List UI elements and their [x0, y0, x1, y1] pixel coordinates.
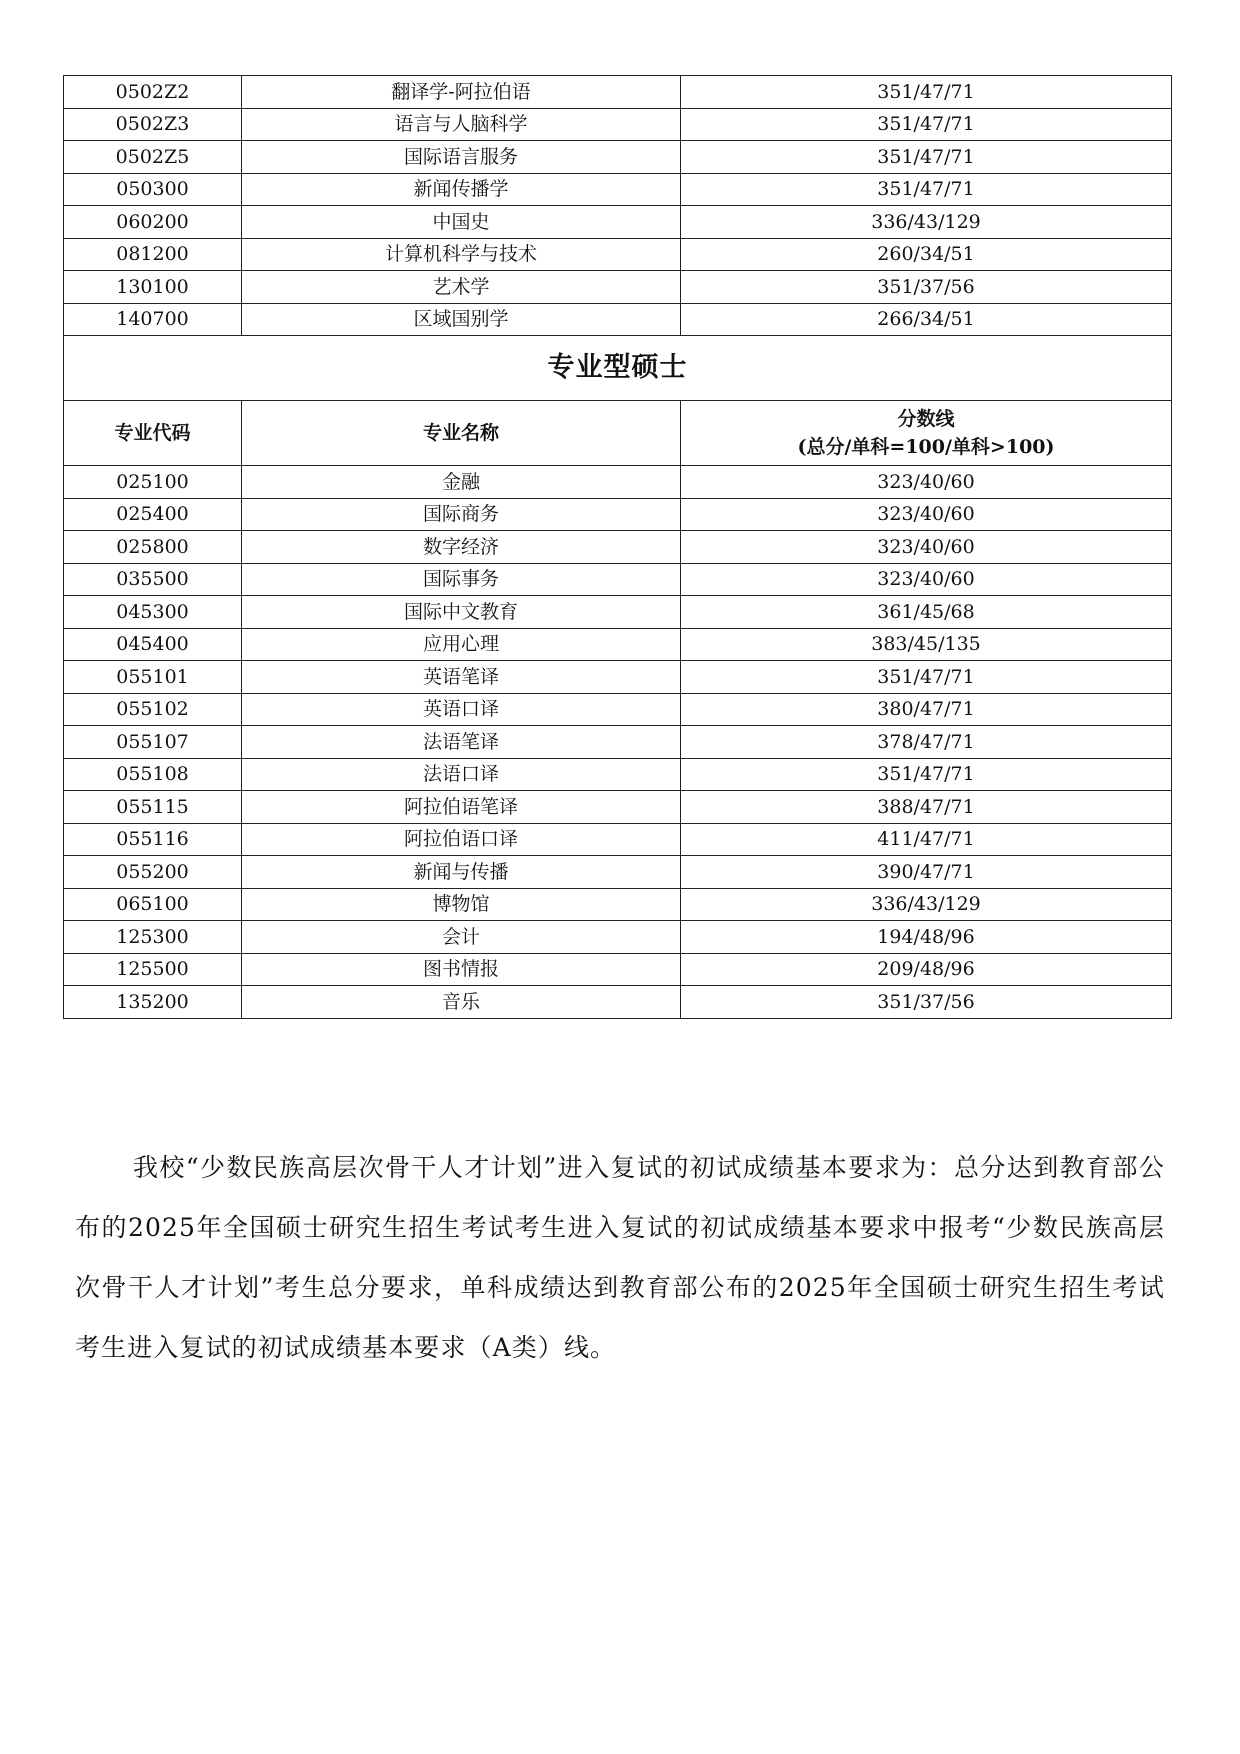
table-header-row [64, 401, 1172, 466]
major-name: 博物馆 [242, 888, 681, 921]
major-code: 081200 [64, 238, 242, 271]
section-title-row [64, 336, 1172, 401]
table-row [64, 238, 1172, 271]
header-name: 专业名称 [242, 401, 681, 466]
score-line: 323/40/60 [681, 531, 1172, 564]
score-line: 351/37/56 [681, 986, 1172, 1019]
major-name: 中国史 [242, 206, 681, 239]
header-score-subtitle: (总分/单科=100/单科>100) [797, 436, 1055, 458]
major-code: 055107 [64, 726, 242, 759]
major-name: 新闻传播学 [242, 173, 681, 206]
major-name: 英语口译 [242, 693, 681, 726]
table-row [64, 531, 1172, 564]
table-row [64, 661, 1172, 694]
major-code: 045400 [64, 628, 242, 661]
section-title: 专业型硕士 [64, 336, 1172, 401]
score-line: 383/45/135 [681, 628, 1172, 661]
major-name: 国际中文教育 [242, 596, 681, 629]
table-row [64, 726, 1172, 759]
score-line: 351/47/71 [681, 76, 1172, 109]
score-line: 336/43/129 [681, 888, 1172, 921]
major-code: 025800 [64, 531, 242, 564]
score-line: 351/47/71 [681, 758, 1172, 791]
major-code: 025400 [64, 498, 242, 531]
major-code: 125500 [64, 953, 242, 986]
major-code: 065100 [64, 888, 242, 921]
major-name: 图书情报 [242, 953, 681, 986]
score-line: 351/47/71 [681, 141, 1172, 174]
major-code: 035500 [64, 563, 242, 596]
score-line: 336/43/129 [681, 206, 1172, 239]
major-code: 140700 [64, 303, 242, 336]
major-code: 0502Z3 [64, 108, 242, 141]
table-row [64, 791, 1172, 824]
score-table [63, 75, 1172, 1019]
major-name: 数字经济 [242, 531, 681, 564]
major-code: 055108 [64, 758, 242, 791]
score-line: 323/40/60 [681, 563, 1172, 596]
major-name: 区域国别学 [242, 303, 681, 336]
header-score-title: 分数线 [897, 408, 955, 430]
major-code: 135200 [64, 986, 242, 1019]
major-code: 125300 [64, 921, 242, 954]
table-row [64, 596, 1172, 629]
major-code: 045300 [64, 596, 242, 629]
major-code: 060200 [64, 206, 242, 239]
table-row [64, 303, 1172, 336]
table-row [64, 173, 1172, 206]
table-row [64, 953, 1172, 986]
major-name: 翻译学-阿拉伯语 [242, 76, 681, 109]
score-line: 411/47/71 [681, 823, 1172, 856]
table-row [64, 693, 1172, 726]
major-name: 计算机科学与技术 [242, 238, 681, 271]
major-code: 055101 [64, 661, 242, 694]
major-code: 055116 [64, 823, 242, 856]
major-name: 音乐 [242, 986, 681, 1019]
table-row [64, 206, 1172, 239]
major-name: 应用心理 [242, 628, 681, 661]
academic-rows [64, 76, 1172, 336]
table-row [64, 466, 1172, 499]
table-row [64, 271, 1172, 304]
major-name: 阿拉伯语笔译 [242, 791, 681, 824]
score-line: 323/40/60 [681, 498, 1172, 531]
table-row [64, 823, 1172, 856]
score-line: 323/40/60 [681, 466, 1172, 499]
score-line: 378/47/71 [681, 726, 1172, 759]
score-line: 390/47/71 [681, 856, 1172, 889]
score-line: 388/47/71 [681, 791, 1172, 824]
score-line: 351/47/71 [681, 661, 1172, 694]
table-row [64, 498, 1172, 531]
major-name: 新闻与传播 [242, 856, 681, 889]
major-name: 阿拉伯语口译 [242, 823, 681, 856]
major-name: 会计 [242, 921, 681, 954]
major-code: 055102 [64, 693, 242, 726]
score-line: 266/34/51 [681, 303, 1172, 336]
score-line: 260/34/51 [681, 238, 1172, 271]
table-row [64, 888, 1172, 921]
table-row [64, 921, 1172, 954]
major-name: 国际事务 [242, 563, 681, 596]
major-name: 英语笔译 [242, 661, 681, 694]
major-code: 0502Z5 [64, 141, 242, 174]
major-name: 国际语言服务 [242, 141, 681, 174]
score-line: 351/37/56 [681, 271, 1172, 304]
table-row [64, 141, 1172, 174]
major-code: 055115 [64, 791, 242, 824]
major-name: 法语笔译 [242, 726, 681, 759]
major-code: 050300 [64, 173, 242, 206]
major-code: 130100 [64, 271, 242, 304]
table-row [64, 986, 1172, 1019]
table-row [64, 76, 1172, 109]
major-name: 艺术学 [242, 271, 681, 304]
header-code: 专业代码 [64, 401, 242, 466]
score-line: 351/47/71 [681, 173, 1172, 206]
table-row [64, 856, 1172, 889]
major-name: 法语口译 [242, 758, 681, 791]
score-line: 209/48/96 [681, 953, 1172, 986]
score-line: 194/48/96 [681, 921, 1172, 954]
score-line: 351/47/71 [681, 108, 1172, 141]
score-line: 380/47/71 [681, 693, 1172, 726]
note-paragraph: 我校“少数民族高层次骨干人才计划”进入复试的初试成绩基本要求为：总分达到教育部公布的2025年全国硕士研究生招生考试考生进入复试的初试成绩基本要求中报考“少数民族高层次骨干人才计划”考生总分要求，单科成绩达到教育部公布的2025年全国硕士研究生招生考试考生进入复试的初试成绩基本要求（A类）线。 [75, 1153, 1165, 1362]
table-row [64, 758, 1172, 791]
major-name: 语言与人脑科学 [242, 108, 681, 141]
professional-rows [64, 466, 1172, 1019]
major-code: 025100 [64, 466, 242, 499]
professional-section [64, 336, 1172, 466]
table-row [64, 108, 1172, 141]
major-code: 055200 [64, 856, 242, 889]
major-name: 国际商务 [242, 498, 681, 531]
major-name: 金融 [242, 466, 681, 499]
header-score [681, 401, 1172, 466]
table-row [64, 563, 1172, 596]
major-code: 0502Z2 [64, 76, 242, 109]
score-line: 361/45/68 [681, 596, 1172, 629]
table-row [64, 628, 1172, 661]
